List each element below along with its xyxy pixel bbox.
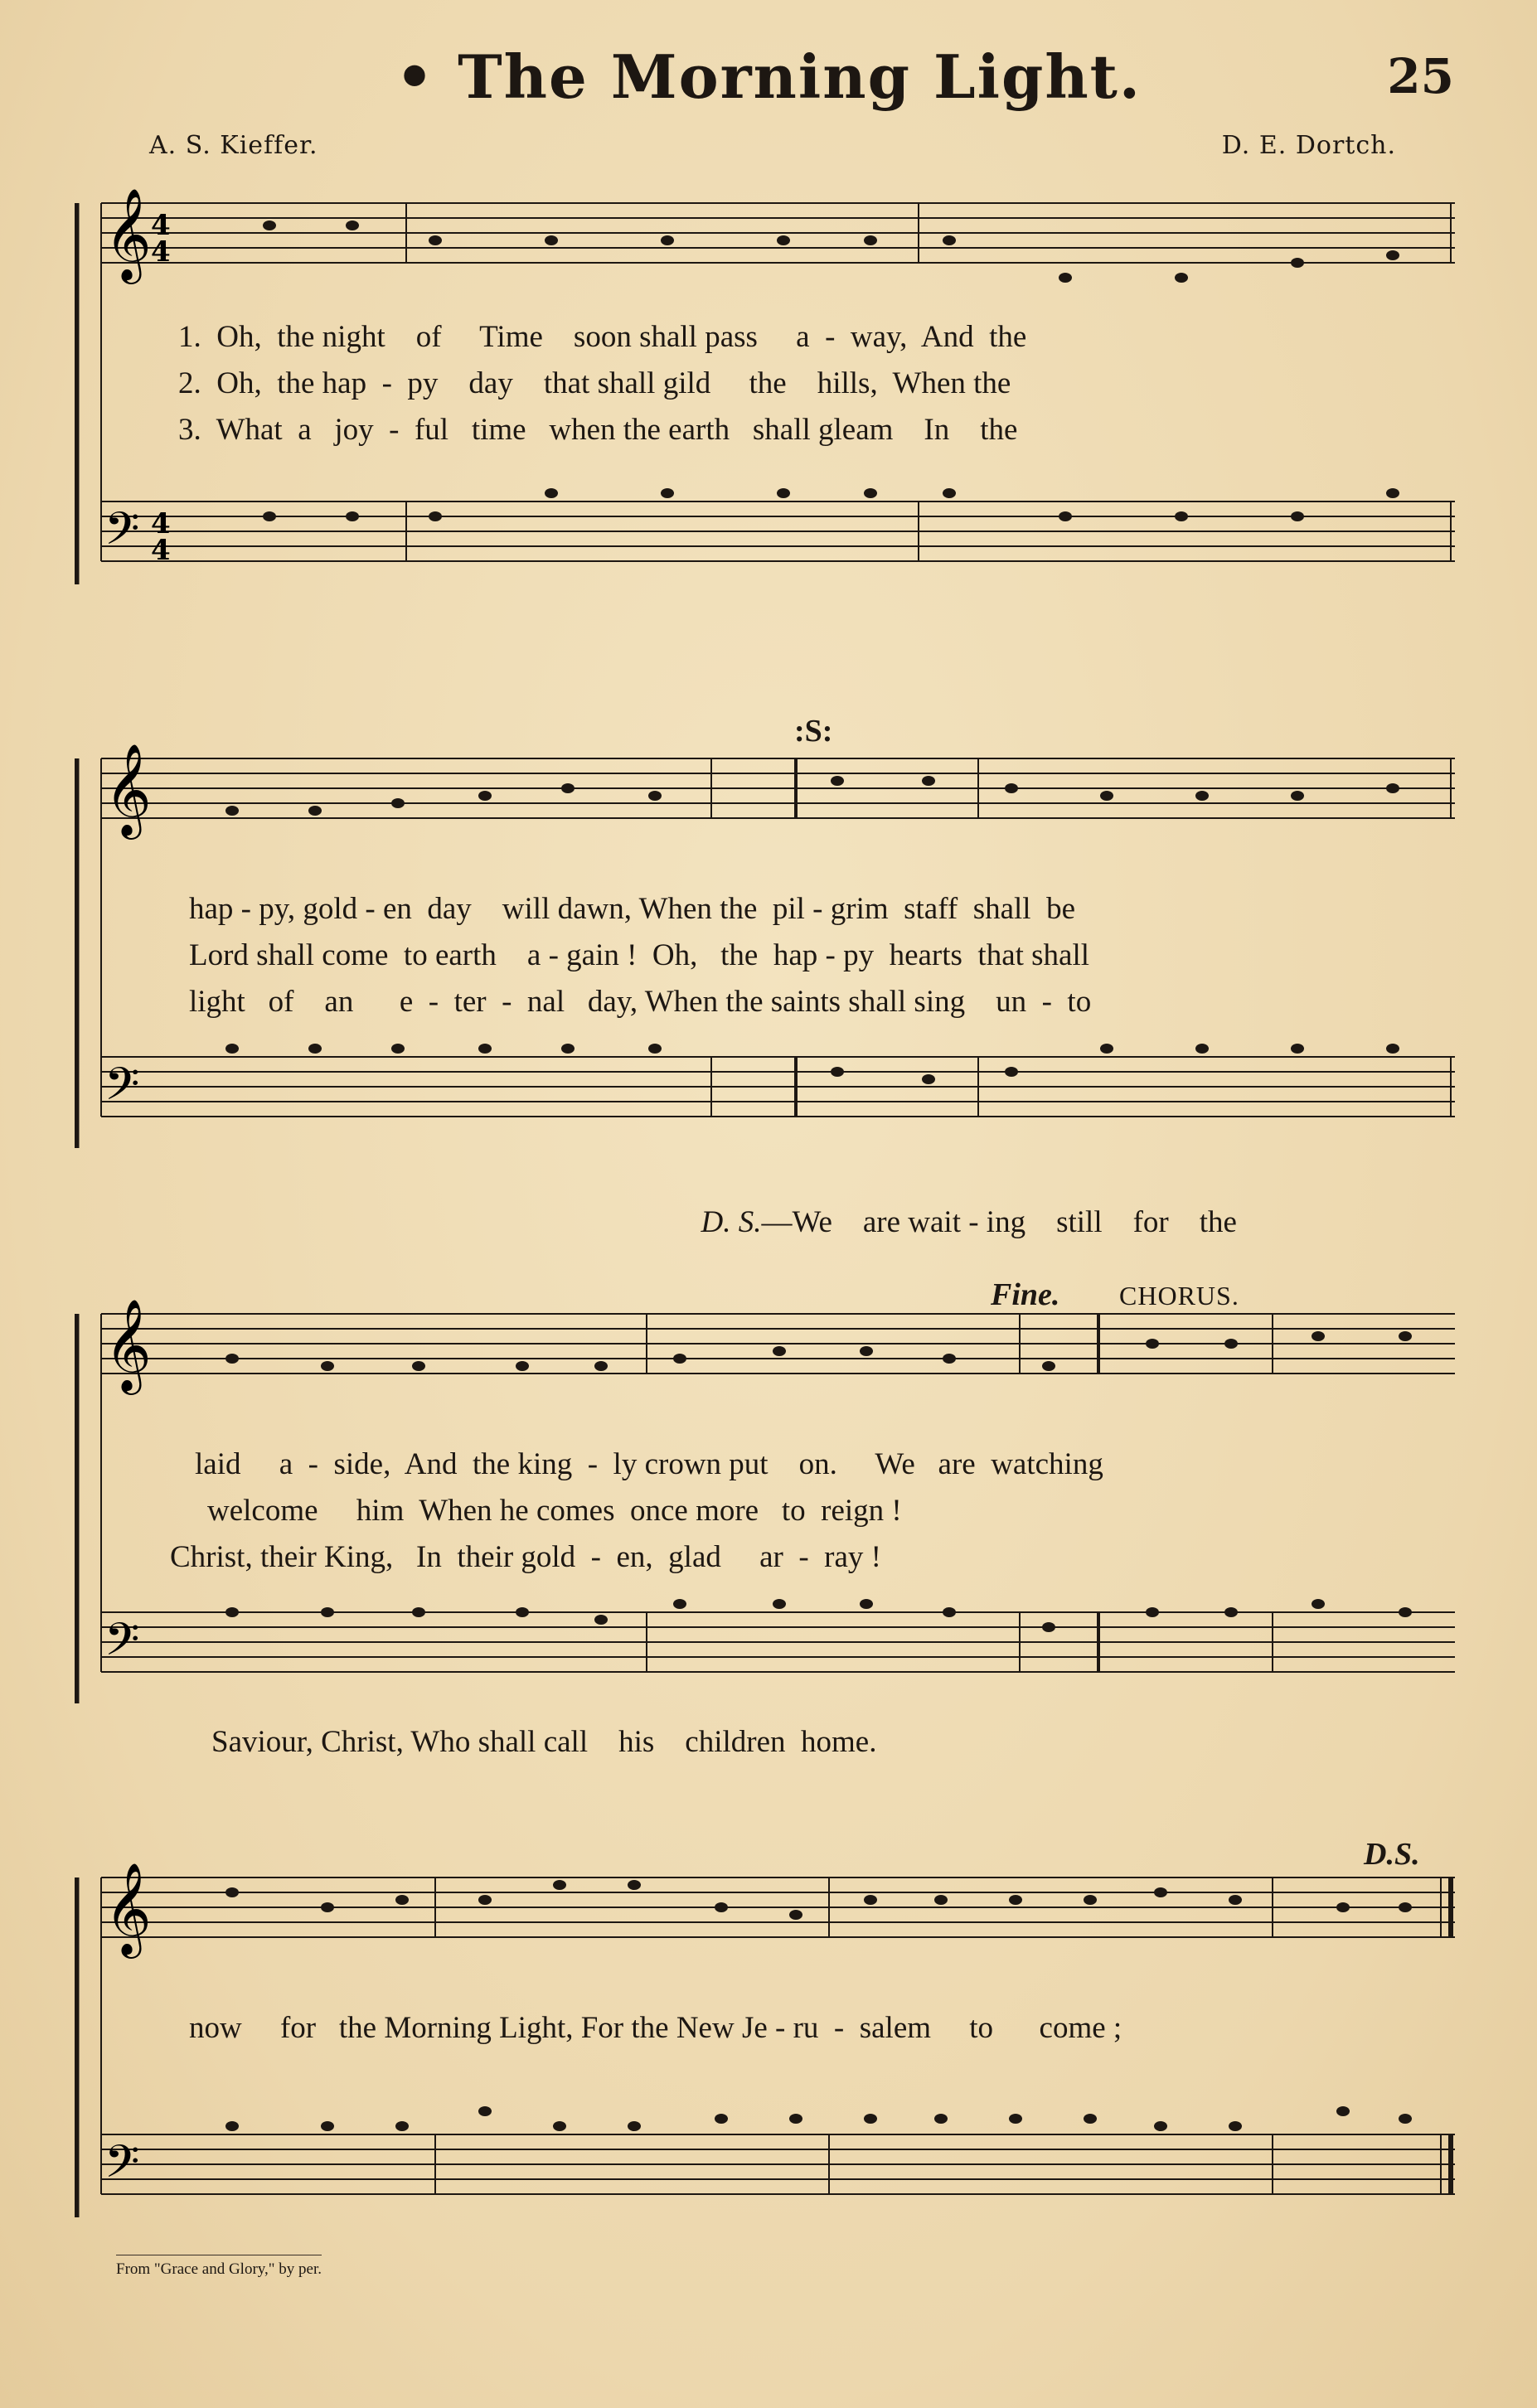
lyric-line-1-1: 1. Oh, the night of Time soon shall pass a - way, And the [178,320,1027,354]
ds-lyric-line [655,1169,1537,1276]
segno-mark: :S: [794,714,833,749]
svg-text:4: 4 [151,235,171,269]
lyric-line-3-after-bass: Saviour, Christ, Who shall call his children home. [211,1725,877,1759]
svg-text:𝄞: 𝄞 [104,187,152,280]
lyric-line-2-3: light of an e - ter - nal day, When the saints shall sing un - to [189,985,1092,1019]
music-system-2 [75,714,1459,1239]
chorus-mark: CHORUS. [1119,1281,1239,1311]
ds-label: D. S. [701,1205,762,1239]
lyricist-credit: A. S. Kieffer. [149,131,318,160]
lyric-line-1-3: 3. What a joy - ful time when the earth shall gleam In the [178,413,1018,447]
svg-text:4: 4 [151,507,171,540]
svg-text:𝄞: 𝄞 [104,1862,152,1955]
music-system-4 [75,1837,1459,2226]
lyric-line-3-3: Christ, their King, In their gold - en, glad ar - ray ! [170,1540,881,1574]
lyric-line-3-2: welcome him When he comes once more to reign ! [207,1494,902,1528]
svg-text:𝄞: 𝄞 [104,743,152,836]
lyric-line-1-2: 2. Oh, the hap - py day that shall gild the hills, When the [178,366,1011,400]
composer-credit: D. E. Dortch. [1221,131,1396,160]
lyric-line-2-2: Lord shall come to earth a - gain ! Oh, the hap - py hearts that shall [189,938,1090,972]
svg-text:𝄢: 𝄢 [104,1058,140,1122]
music-system-1 [75,187,1459,593]
lyric-line-3-1: laid a - side, And the king - ly crown put on. We are watching [195,1447,1103,1481]
ds-end-mark: D.S. [1364,1837,1420,1872]
lyric-line-4-1: now for the Morning Light, For the New Je - ru - salem to come ; [189,2011,1122,2045]
music-system-3 [75,1277,1459,1778]
svg-text:4: 4 [151,209,171,242]
svg-text:𝄢: 𝄢 [104,502,140,566]
svg-text:𝄞: 𝄞 [104,1298,152,1391]
ds-lyric-text: —We are wait - ing still for the [761,1205,1237,1239]
source-footnote: From "Grace and Glory," by per. [116,2255,322,2279]
svg-text:4: 4 [151,534,171,567]
svg-text:𝄢: 𝄢 [104,1613,140,1677]
svg-text:𝄢: 𝄢 [104,2135,140,2199]
page-number: 25 [1387,48,1454,104]
lyric-line-2-1: hap - py, gold - en day will dawn, When the pil - grim staff shall be [189,892,1076,926]
fine-mark: Fine. [991,1277,1060,1312]
hymn-title: • The Morning Light. [395,41,1142,112]
